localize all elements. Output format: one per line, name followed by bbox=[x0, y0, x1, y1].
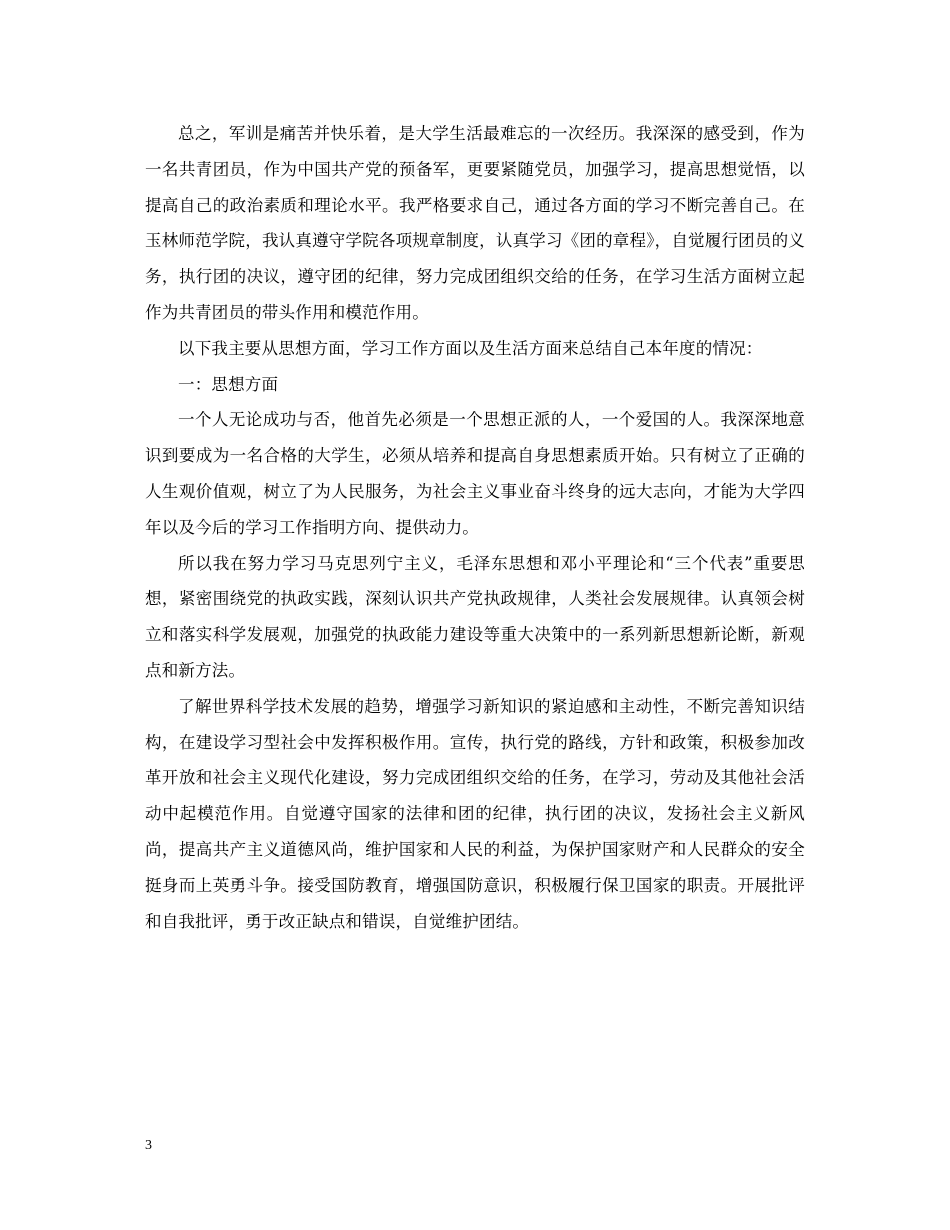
paragraph-summary: 总之，军训是痛苦并快乐着，是大学生活最难忘的一次经历。我深深的感受到，作为一名共青团员，作为中国共产党的预备军，更要紧随党员，加强学习，提高思想觉悟，以提高自己的政治素质和理论水平。我严格要求自己，通过各方面的学习不断完善自己。在玉林师范学院，我认真遵守学院各项规章制度，认真学习《团的章程》，自觉履行团员的义务，执行团的决议，遵守团的纪律，努力完成团组织交给的任务，在学习生活方面树立起作为共青团员的带头作用和模范作用。 bbox=[145, 124, 805, 322]
paragraph-thought-3: 了解世界科学技术发展的趋势，增强学习新知识的紧迫感和主动性，不断完善知识结构，在建设学习型社会中发挥积极作用。宣传，执行党的路线，方针和政策，积极参加改革开放和社会主义现代化建设，努力完成团组织交给的任务，在学习，劳动及其他社会活动中起模范作用。自觉遵守国家的法律和团的纪律，执行团的决议，发扬社会主义新风尚，提高共产主义道德风尚，维护国家和人民的利益，为保护国家财产和人民群众的安全挺身而上英勇斗争。接受国防教育，增强国防意识，积极履行保卫国家的职责。开展批评和自我批评，勇于改正缺点和错误，自觉维护团结。 bbox=[145, 696, 805, 931]
page-number: 3 bbox=[145, 1138, 152, 1153]
paragraph-thought-1: 一个人无论成功与否，他首先必须是一个思想正派的人，一个爱国的人。我深深地意识到要成为一名合格的大学生，必须从培养和提高自身思想素质开始。只有树立了正确的人生观价值观，树立了为人民服务，为社会主义事业奋斗终身的远大志向，才能为大学四年以及今后的学习工作指明方向、提供动力。 bbox=[145, 410, 805, 537]
document-body bbox=[145, 116, 805, 939]
section-heading-thought: 一：思想方面 bbox=[178, 374, 279, 394]
paragraph-thought-2: 所以我在努力学习马克思列宁主义，毛泽东思想和邓小平理论和“三个代表”重要思想，紧密围绕党的执政实践，深刻认识共产党执政规律，人类社会发展规律。认真领会树立和落实科学发展观，加强党的执政能力建设等重大决策中的一系列新思想新论断，新观点和新方法。 bbox=[145, 553, 805, 680]
paragraph-overview: 以下我主要从思想方面，学习工作方面以及生活方面来总结自己本年度的情况： bbox=[178, 338, 763, 358]
